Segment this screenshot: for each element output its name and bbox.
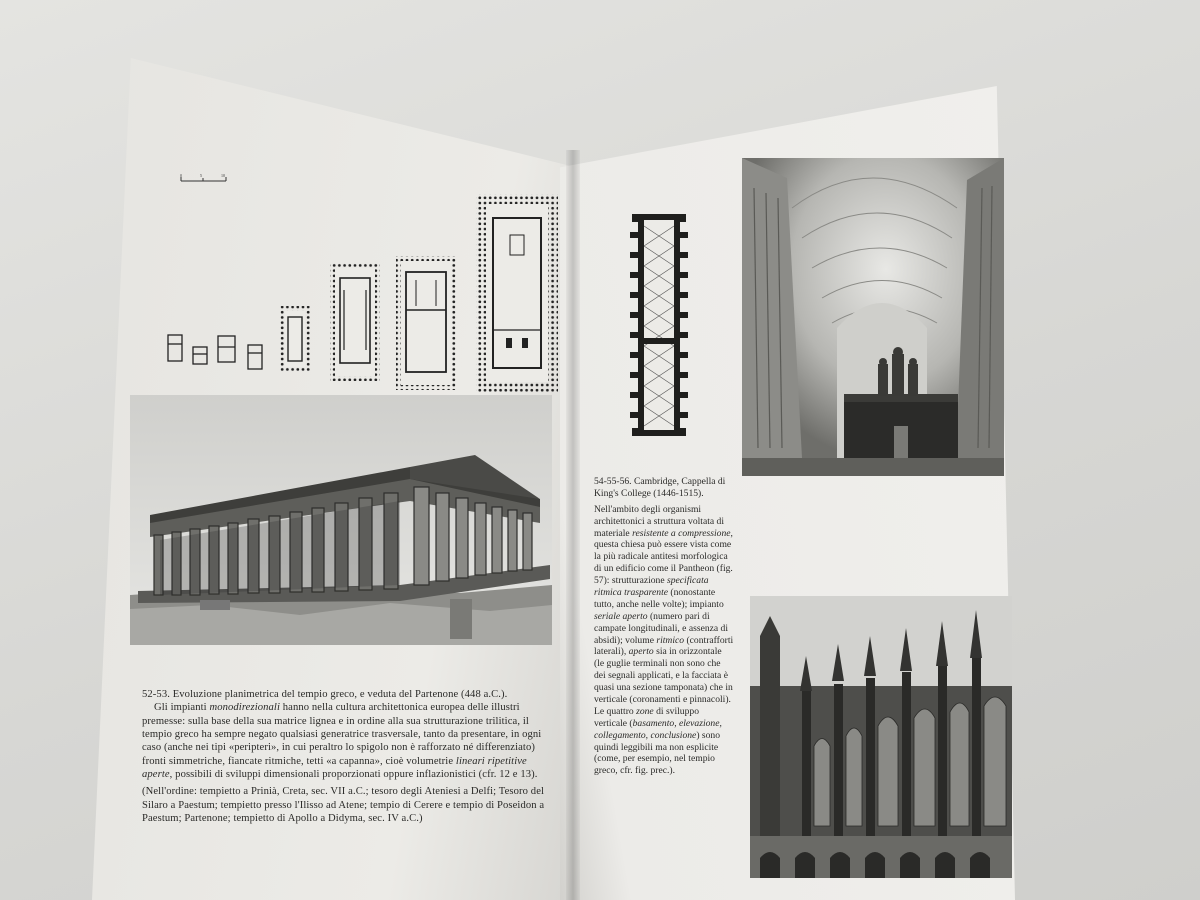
chapel-interior-photo	[742, 158, 1004, 476]
plan-poseidon-temple	[330, 263, 380, 381]
text-run: sia in orizzontale (le guglie terminali non sono che dei segnali applicati, e la facciata è quasi una sezione tamponata) che in verticale (coronamenti e pinnacoli). Le quattro	[594, 646, 733, 717]
left-page-text	[142, 688, 557, 825]
plan-silaro-treasury	[218, 336, 235, 362]
italic-term: monodirezionali	[209, 702, 281, 714]
italic-term: zone	[636, 705, 654, 717]
text-run: Gli impianti	[154, 702, 210, 714]
plan-athenian-treasury	[193, 347, 207, 364]
figure-caption-52-53: 52-53. Evoluzione planimetrica del tempio greco, e veduta del Partenone (448 a.C.).	[142, 689, 508, 700]
text-run: hanno nella cultura architettonica europea delle illustri premesse: sulla base della sua matrice lignea e in ordine alla sua strutturazione trilitica, il tempio greco ha sempre negato qualsiasi generatrice trasversale, tanto da presentare, in ogni caso (anche nei tipi «peripteri», in cui peraltro lo spigolo non è rafforzato né differenziato) fronti simmetriche, fiancate ritmiche, tetti «a capanna», cioè volumetrie	[142, 702, 542, 767]
temple-plans-figure	[160, 190, 560, 395]
scale-label-10: 10	[221, 173, 225, 178]
text-run: , possibili di sviluppi dimensionali proporzionati oppure inflazionistici (cfr. 12 e 13).	[169, 769, 538, 781]
plan-parthenon	[396, 256, 456, 390]
plan-ceres-temple	[280, 306, 310, 372]
temple-list: (Nell'ordine: tempietto a Prinià, Creta, sec. VII a.C.; tesoro degli Ateniesi a Delfi; Tesoro del Silaro a Paestum; tempietto presso l'Ilisso ad Atene; tempio di Cerere e tempio di Poseidon a Paestum; Partenone; tempietto di Apollo a Didyma, sec. IV a.C.)	[142, 786, 545, 825]
italic-term: basamento, elevazione, collegamento, conclusione	[594, 717, 722, 741]
plan-prinia	[168, 335, 182, 361]
italic-term: seriale aperto	[594, 610, 648, 622]
italic-term: specificata ritmica trasparente	[594, 575, 709, 599]
italic-term: ritmico	[656, 634, 685, 646]
left-body-paragraph	[142, 701, 557, 781]
italic-term: lineari ripetitive aperte	[142, 755, 527, 781]
text-run: (numero pari di campate longitudinali, e assenza di absidi); volume	[594, 610, 728, 646]
italic-term: resistente a compressione	[632, 527, 731, 539]
scale-bar	[180, 172, 228, 184]
text-run: (nonostante tutto, anche nelle volte); impianto	[594, 587, 724, 610]
text-run: Nell'ambito degli organismi architettonici a struttura voltata di materiale	[594, 503, 725, 539]
chapel-exterior-photo	[750, 596, 1012, 878]
figure-caption-54-56: 54-55-56. Cambridge, Cappella di King's College (1446-1515).	[594, 476, 726, 499]
plan-didyma-temple	[476, 194, 558, 392]
right-page-text	[594, 476, 734, 777]
text-run: , questa chiesa può essere vista come la più radicale antitesi morfologica di un edificio come il Pantheon (fig. 57): strutturazione	[594, 527, 733, 587]
parthenon-photo	[130, 395, 552, 645]
scale-label-5: 5	[200, 173, 202, 178]
book-gutter	[566, 150, 580, 900]
kings-college-chapel-plan	[626, 206, 692, 446]
scale-label-0: 0	[180, 173, 182, 178]
text-run: ) sono quindi leggibili ma non esplicite (come, per esempio, nel tempio greco, cfr. fig. prec.).	[594, 729, 721, 777]
text-run: (contrafforti laterali),	[594, 634, 734, 658]
text-run: di sviluppo verticale (	[594, 705, 699, 729]
right-body-paragraph	[594, 504, 734, 777]
italic-term: aperto	[628, 646, 654, 658]
plan-ilissos-temple	[248, 345, 262, 369]
